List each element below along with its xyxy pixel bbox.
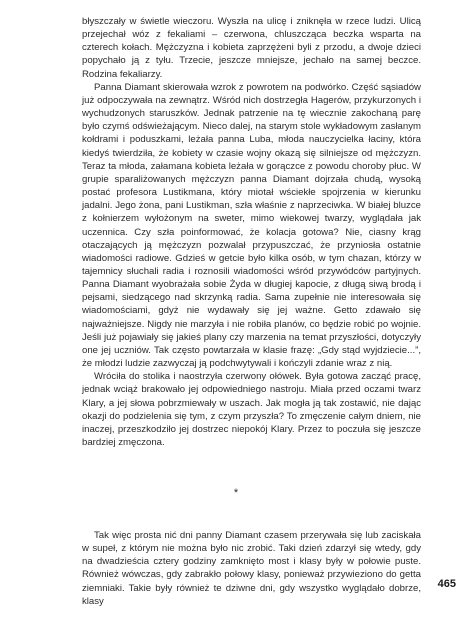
paragraph-4: Tak więc prosta nić dni panny Diamant czasem przerywała się lub zaciskała w supeł, z którym nie można było nic zrobić. Taki dzień zdarzył się wtedy, gdy na dwadzieścia cztery godziny zamknięto most i klasy były w połowie puste. Również wówczas, gdy zabrakło połowy klasy, ponieważ przywieziono do getta ziemniaki. Takie były również te dziwne dni, gdy wszystko wyglądało dobrze, klasy <box>82 530 421 607</box>
page-number: 465 <box>437 578 456 590</box>
paragraph-1: błyszczały w świetle wieczoru. Wyszła na ulicę i zniknęła w rzece ludzi. Ulicą przejechał wóz z fekaliami – czerwona, chluszcząca beczka wsparta na czterech kołach. Mężczyzna i kobieta zaprzężeni byli z przodu, a dwoje dzieci popychało ją z tyłu. Trzecie, jeszcze mniejsze, jechało na samej beczce. Rodzina fekaliarzy. <box>82 16 421 80</box>
paragraph-3: Wróciła do stolika i naostrzyła czerwony ołówek. Była gotowa zacząć pracę, jednak wciąż brakowało jej odpowiedniego nastroju. Miała przed oczami twarz Klary, a jej słowa pobrzmiewały w uszach. Jak mogła ją tak zostawić, nie dając okazji do podzielenia się tym, z czym przyszła? To zmęczenie całym dniem, nie inaczej, przeszkodziło jej dostrzec niepokój Klary. Przez to poczuła się jeszcze bardziej zmęczona. <box>82 371 421 448</box>
section-text-block <box>82 529 421 608</box>
section-separator: * <box>233 487 239 499</box>
main-text-block <box>82 15 421 449</box>
paragraph-2: Panna Diamant skierowała wzrok z powrotem na podwórko. Część sąsiadów już odpoczywała na zewnątrz. Wśród nich dostrzegła Hagerów, przykurzonych i wychudzonych staruszków. Jednak patrzenie na tę wiecznie zakochaną parę było czymś odświeżającym. Nieco dalej, na starym stole wykładowym zasłanym kołdrami i poduszkami, leżała panna Luba, młoda nauczycielka łaciny, która kiedyś twierdziła, że kobiety w czasie wojny okazą się silniejsze od mężczyzn. Teraz ta młoda, załamana kobieta leżała w gorączce z powodu choroby płuc. W grupie sparaliżowanych mężczyzn panna Diamant dojrzała chudą, wysoką postać profesora Lustikmana, który miotał wściekłe spojrzenia w kierunku jadalni. Jego żona, pani Lustikman, szła właśnie z naprzeciwka. W białej bluzce z kołnierzem wyłożonym na sweter, mimo wiekowej twarzy, wyglądała jak uczennica. Czy szła poinformować, że kolacja gotowa? Nie, ciasny krąg otaczających ją mężczyzn pozwalał przypuszczać, że przyniosła ostatnie wiadomości radiowe. Gdzieś w getcie było kilka osób, w tym chazan, którzy w tajemnicy słuchali radia i roznosili wiadomości wśród przywódców partyjnych. Panna Diamant wyobrażała sobie Żyda w długiej kapocie, z długą siwą brodą i pejsami, siedzącego nad skrzynką radia. Sama zupełnie nie interesowała się wiadomościami, gdyż nie wydawały się jej ważne. Getto zdawało się najważniejsze. Nigdy nie marzyła i nie robiła planów, co będzie robić po wojnie. Jeśli już pojawiały się jakieś plany czy marzenia na temat przyszłości, dotyczyły one jej uczniów. Tak często powtarzała w klasie frazę: „Gdy stąd wyjdziecie...”, że młodzi ludzie zazwyczaj ją podchwytywali i kończyli zdanie wraz z nią. <box>82 81 421 370</box>
